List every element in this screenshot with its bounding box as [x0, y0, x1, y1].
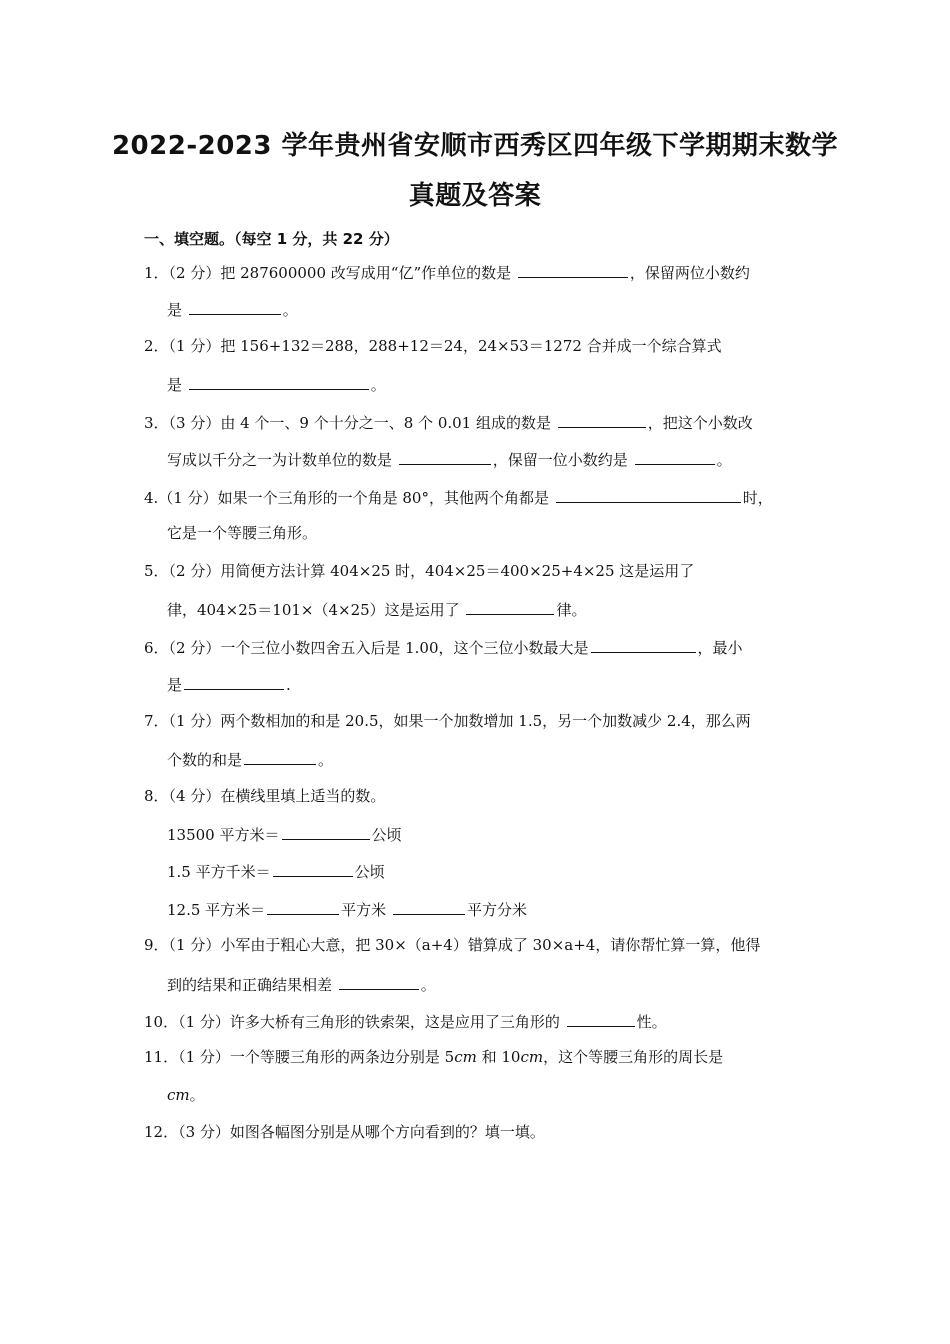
question-text: ，保留一位小数约是 [492, 451, 633, 469]
answer-blank[interactable] [273, 861, 353, 877]
question-text: 2．（1 分）把 156+132＝288，288+12＝24，24×53＝1272 合并成一个综合算式 [144, 337, 722, 355]
answer-blank[interactable] [399, 449, 491, 465]
question-text: 13500 平方米＝ [167, 826, 280, 844]
answer-blank[interactable] [518, 262, 628, 278]
question-text: 1．（2 分）把 287600000 改写成用“亿”作单位的数是 [144, 264, 516, 282]
question-5-line2 [167, 599, 586, 619]
question-text: 3．（3 分）由 4 个一、9 个十分之一、8 个 0.01 组成的数是 [144, 414, 556, 432]
question-1-line1 [144, 262, 750, 282]
question-2-line2 [167, 374, 386, 394]
question-text: ，这个等腰三角形的周长是 [543, 1048, 724, 1066]
answer-blank[interactable] [184, 674, 284, 690]
question-text: 8．（4 分）在横线里填上适当的数。 [144, 787, 386, 805]
question-text: 平方米 [341, 901, 391, 919]
question-6-line1 [144, 637, 743, 657]
question-text: 公顷 [354, 863, 385, 881]
unit-cm: cm [454, 1048, 477, 1066]
answer-blank[interactable] [635, 449, 715, 465]
question-text: 个数的和是 [167, 751, 243, 769]
question-text: 10．（1 分）许多大桥有三角形的铁索架，这是应用了三角形的 [144, 1013, 565, 1031]
question-text: ，最小 [697, 639, 743, 657]
question-text: 。 [420, 976, 436, 994]
question-1-line2 [167, 299, 298, 319]
question-text: 12．（3 分）如图各幅图分别是从哪个方向看到的？填一填。 [144, 1123, 545, 1141]
question-text: 是 [167, 676, 183, 694]
question-text: 平方分米 [466, 901, 527, 919]
question-9-line2 [167, 974, 436, 994]
question-text: . [286, 676, 291, 694]
question-4-line1 [144, 487, 773, 507]
unit-cm: cm [167, 1086, 190, 1104]
answer-blank[interactable] [591, 637, 696, 653]
question-text: 它是一个等腰三角形。 [167, 524, 318, 542]
question-text: 性。 [636, 1013, 667, 1031]
answer-blank[interactable] [267, 899, 339, 915]
question-4-line2 [167, 524, 317, 542]
question-6-line2 [167, 674, 291, 694]
question-text: 到的结果和正确结果相差 [167, 976, 337, 994]
question-text: 5．（2 分）用简便方法计算 404×25 时，404×25＝400×25+4×25 这是运用了 [144, 562, 695, 580]
question-text: ，保留两位小数约 [629, 264, 750, 282]
question-8-row2 [167, 861, 385, 881]
question-text: 。 [370, 376, 386, 394]
question-7-line2 [167, 749, 333, 769]
question-11-line1 [144, 1048, 723, 1066]
question-text: ，把这个小数改 [647, 414, 753, 432]
answer-blank[interactable] [189, 299, 281, 315]
document-title-line1: 2022-2023 学年贵州省安顺市西秀区四年级下学期期末数学 [111, 131, 839, 161]
answer-blank[interactable] [558, 412, 646, 428]
section-heading-fill-blank: 一、填空题。（每空 1 分，共 22 分） [144, 230, 399, 248]
answer-blank[interactable] [466, 599, 554, 615]
question-text: 4.（1 分）如果一个三角形的一个角是 80°，其他两个角都是 [144, 489, 554, 507]
question-7-line1 [144, 712, 751, 730]
question-8-line1 [144, 787, 385, 805]
question-2-line1 [144, 337, 722, 355]
question-text: 时， [742, 489, 773, 507]
answer-blank[interactable] [556, 487, 741, 503]
question-text: 律。 [556, 601, 587, 619]
question-text: 。 [282, 301, 298, 319]
question-text: 公顷 [371, 826, 402, 844]
answer-blank[interactable] [189, 374, 369, 390]
question-text: 7．（1 分）两个数相加的和是 20.5，如果一个加数增加 1.5，另一个加数减少 2.4，那么两 [144, 712, 751, 730]
question-text: 是 [167, 301, 187, 319]
question-text: 1.5 平方千米＝ [167, 863, 271, 881]
question-text: 是 [167, 376, 187, 394]
question-10 [144, 1011, 667, 1031]
document-title-line2: 真题及答案 [408, 181, 542, 211]
unit-cm: cm [520, 1048, 544, 1066]
question-text: 12.5 平方米＝ [167, 901, 266, 919]
question-text: 写成以千分之一为计数单位的数是 [167, 451, 397, 469]
question-text: 律，404×25＝101×（4×25）这是运用了 [167, 601, 465, 619]
question-text: 。 [318, 751, 334, 769]
question-8-row3 [167, 899, 527, 919]
question-text: 和 10 [476, 1048, 521, 1066]
answer-blank[interactable] [393, 899, 465, 915]
question-text: 。 [189, 1086, 205, 1104]
question-text: 6．（2 分）一个三位小数四舍五入后是 1.00，这个三位小数最大是 [144, 639, 589, 657]
question-3-line1 [144, 412, 753, 432]
answer-blank[interactable] [282, 824, 370, 840]
question-12 [144, 1123, 545, 1141]
question-text: 。 [716, 451, 732, 469]
answer-blank[interactable] [339, 974, 419, 990]
question-3-line2 [167, 449, 732, 469]
question-5-line1 [144, 562, 694, 580]
question-11-line2 [167, 1086, 205, 1104]
question-text: 9．（1 分）小军由于粗心大意，把 30×（a+4）错算成了 30×a+4，请你帮忙算一算，他得 [144, 936, 761, 954]
question-9-line1 [144, 936, 760, 954]
answer-blank[interactable] [567, 1011, 635, 1027]
answer-blank[interactable] [244, 749, 316, 765]
question-8-row1 [167, 824, 402, 844]
question-text: 11．（1 分）一个等腰三角形的两条边分别是 5 [144, 1048, 455, 1066]
